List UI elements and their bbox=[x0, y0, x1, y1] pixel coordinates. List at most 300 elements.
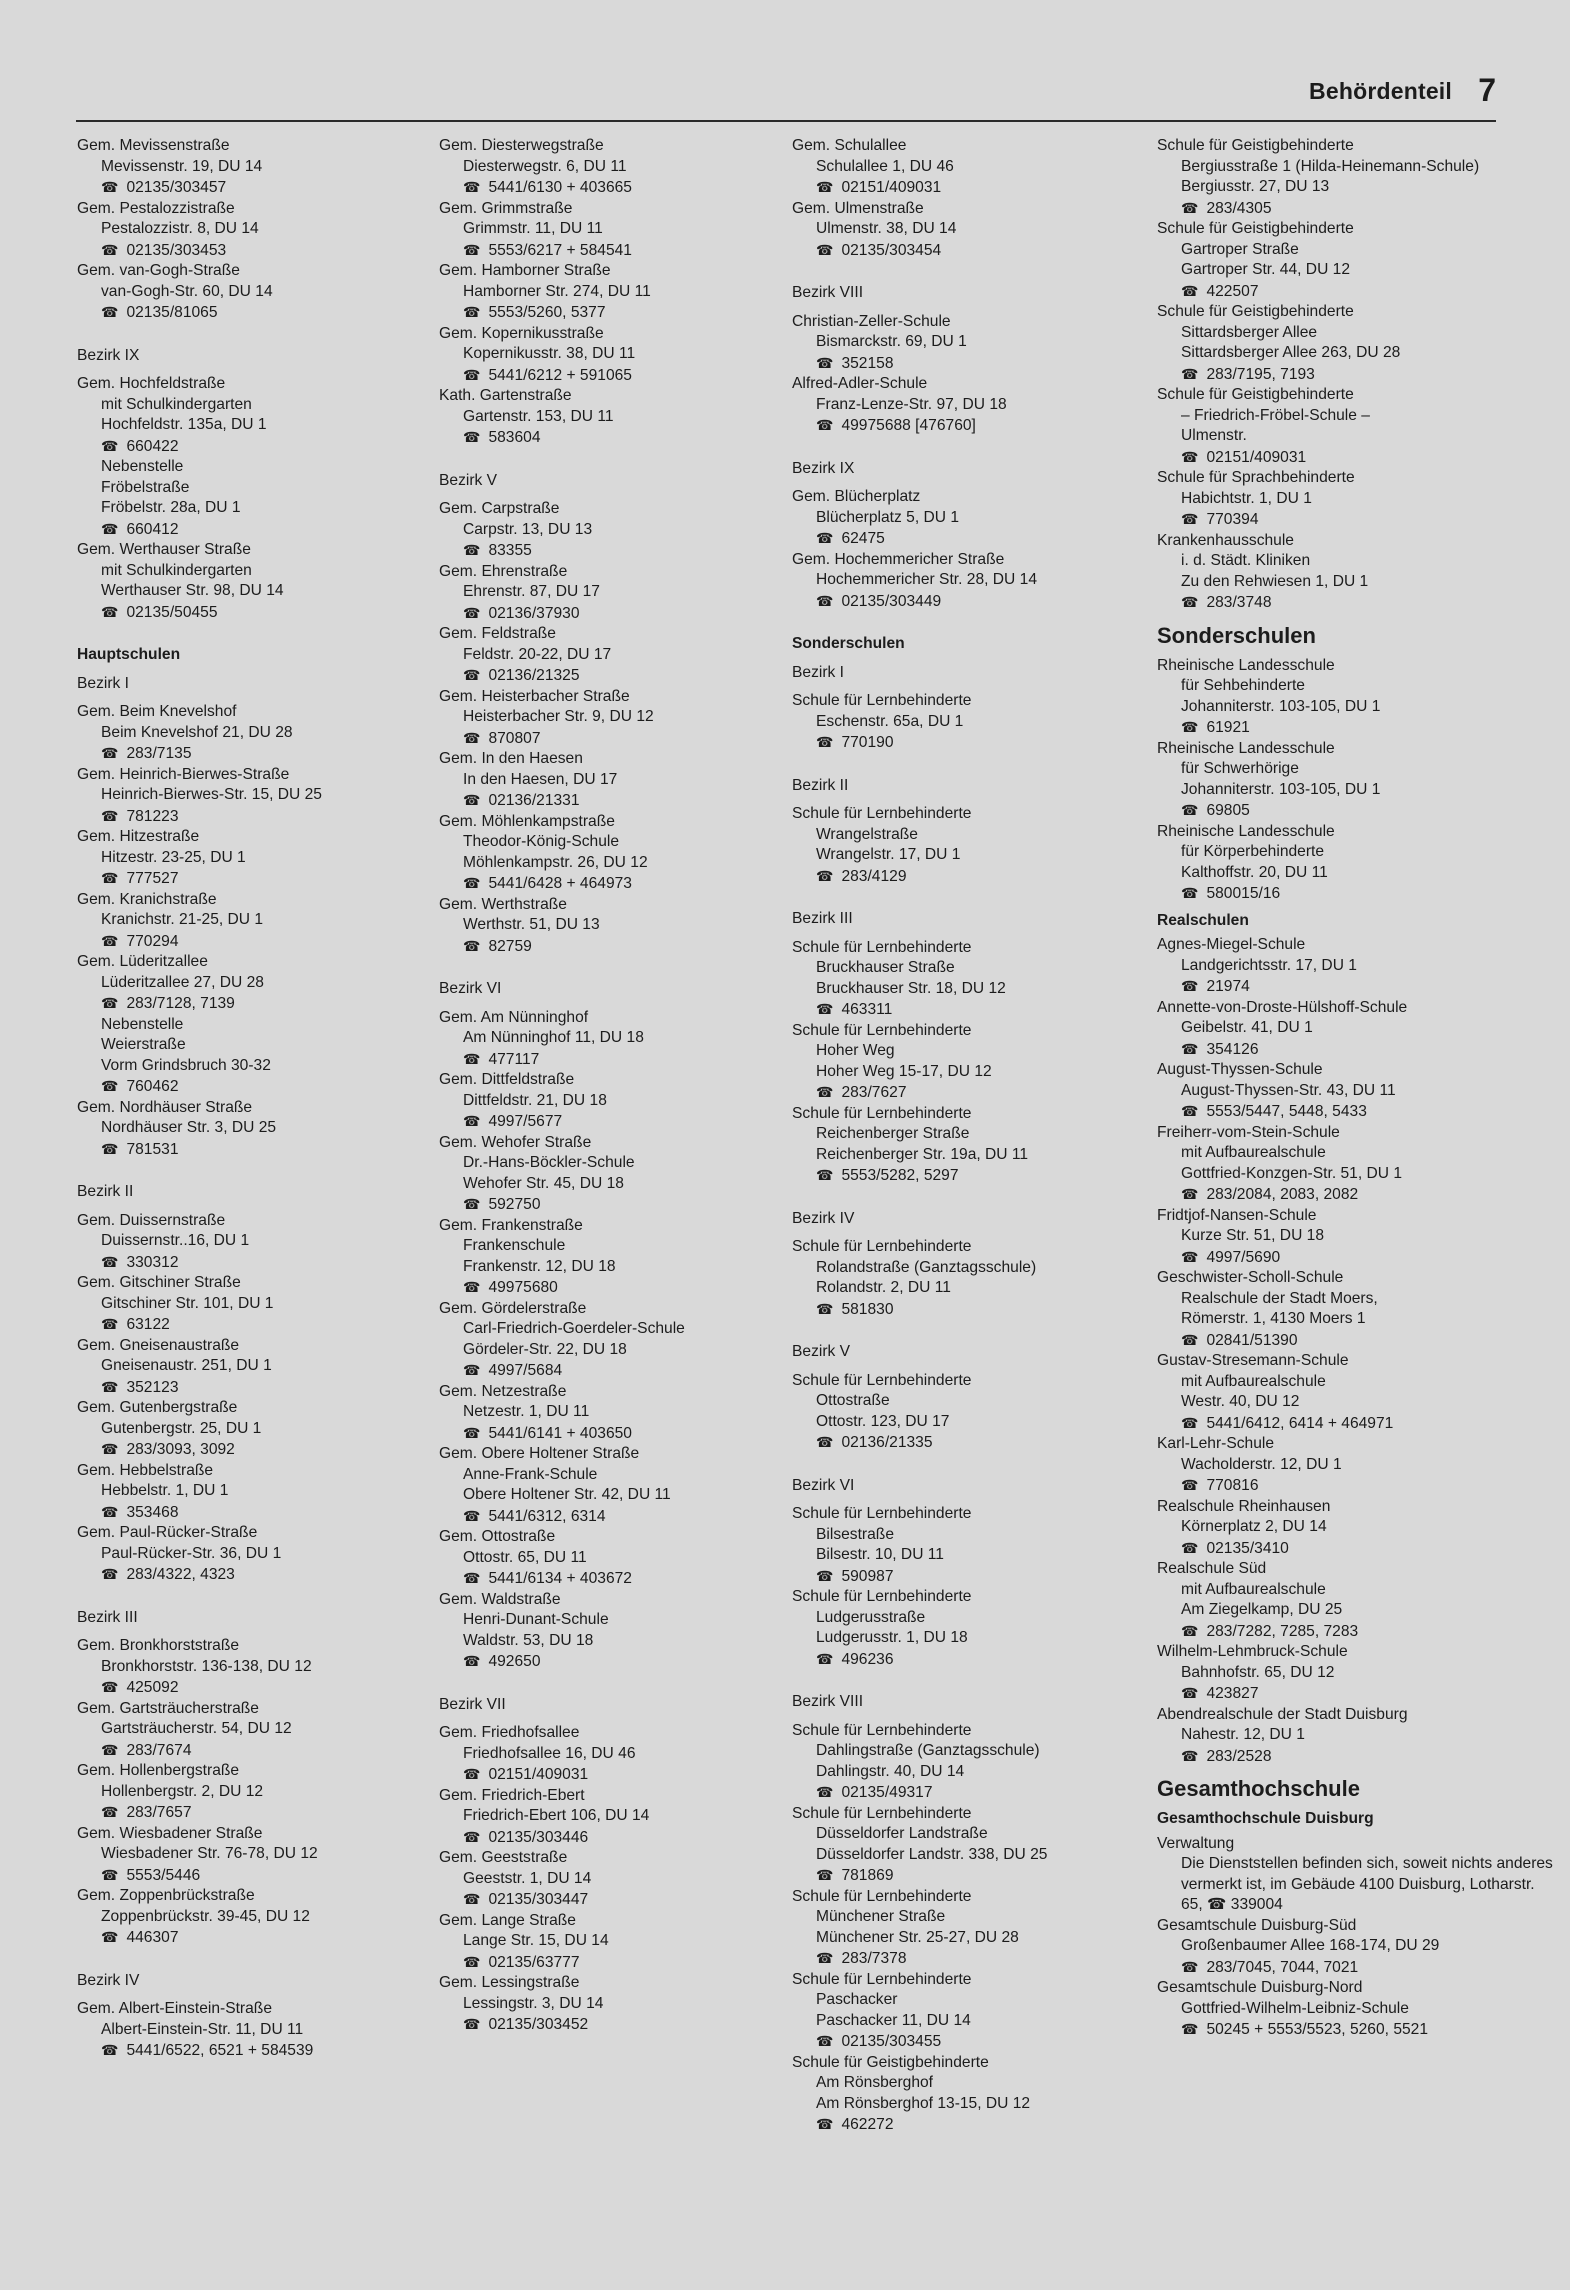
district-heading: Bezirk IV bbox=[792, 1209, 855, 1227]
entry-detail: Anne-Frank-Schule bbox=[463, 1465, 598, 1483]
entry-phone bbox=[77, 1927, 417, 1949]
directory-entry bbox=[1157, 822, 1557, 905]
entry-phone bbox=[792, 177, 1132, 199]
entry-name: Agnes-Miegel-Schule bbox=[1157, 936, 1306, 953]
telephone-icon: ☎ bbox=[1181, 1248, 1199, 1265]
phone-number: 82759 bbox=[488, 937, 532, 955]
entry-detail: Dittfeldstr. 21, DU 18 bbox=[463, 1091, 607, 1109]
telephone-icon: ☎ bbox=[1181, 1040, 1199, 1057]
entry-detail: Am Rönsberghof bbox=[816, 2074, 934, 2091]
directory-entry bbox=[77, 765, 417, 828]
telephone-icon: ☎ bbox=[463, 1828, 481, 1845]
phone-number: 422507 bbox=[1206, 282, 1259, 300]
directory-entry bbox=[77, 1761, 417, 1824]
entry-name: Gem. Lüderitzallee bbox=[77, 953, 208, 970]
entry-detail: Lüderitzallee 27, DU 28 bbox=[101, 973, 264, 991]
directory-entry bbox=[792, 374, 1132, 437]
entry-name: Schule für Lernbehinderte bbox=[792, 692, 972, 709]
entry-detail: Mevissenstr. 19, DU 14 bbox=[101, 157, 263, 175]
directory-entry bbox=[77, 374, 417, 457]
phone-number: 283/7282, 7285, 7283 bbox=[1206, 1622, 1359, 1640]
phone-number: 5441/6428 + 464973 bbox=[488, 875, 632, 892]
entry-detail: Eschenstr. 65a, DU 1 bbox=[816, 712, 964, 730]
directory-entry bbox=[439, 1973, 779, 2036]
entry-phone bbox=[77, 1377, 417, 1399]
phone-number: 660412 bbox=[126, 520, 179, 538]
phone-number: 283/7657 bbox=[126, 1804, 192, 1821]
entry-detail: Frankenschule bbox=[463, 1237, 566, 1254]
phone-number: 330312 bbox=[126, 1253, 179, 1271]
telephone-icon: ☎ bbox=[816, 1784, 834, 1800]
entry-detail: August-Thyssen-Str. 43, DU 11 bbox=[1181, 1081, 1396, 1099]
entry-name: Gem. Gutenbergstraße bbox=[77, 1399, 238, 1416]
entry-phone bbox=[792, 2031, 1132, 2053]
telephone-icon: ☎ bbox=[1181, 1477, 1199, 1493]
directory-entry bbox=[77, 890, 417, 953]
telephone-icon: ☎ bbox=[101, 304, 119, 320]
entry-name: Schule für Lernbehinderte bbox=[792, 938, 972, 956]
telephone-icon: ☎ bbox=[101, 1503, 119, 1520]
entry-name: Gem. Ottostraße bbox=[439, 1528, 556, 1545]
entry-detail: In den Haesen, DU 17 bbox=[463, 770, 618, 788]
directory-entry bbox=[77, 136, 417, 199]
entry-phone bbox=[1157, 198, 1557, 220]
entry-detail: Fröbelstr. 28a, DU 1 bbox=[101, 499, 241, 516]
telephone-icon: ☎ bbox=[101, 603, 119, 620]
phone-number: 02135/303447 bbox=[488, 1891, 589, 1908]
entry-detail: Friedrich-Ebert 106, DU 14 bbox=[463, 1807, 650, 1824]
entry-name: Gesamtschule Duisburg-Süd bbox=[1157, 1916, 1357, 1934]
phone-number: 283/2084, 2083, 2082 bbox=[1206, 1186, 1359, 1203]
section-heading-large: Sonderschulen bbox=[1157, 622, 1316, 648]
entry-name: Gem. Kranichstraße bbox=[77, 890, 217, 908]
telephone-icon: ☎ bbox=[1181, 448, 1199, 465]
entry-name: Schule für Lernbehinderte bbox=[792, 1804, 972, 1822]
entry-name: Gem. Hochemmericher Straße bbox=[792, 550, 1005, 568]
phone-number: 581830 bbox=[841, 1300, 894, 1318]
entry-name: Gem. Heisterbacher Straße bbox=[439, 687, 630, 705]
entry-detail: Gartsträucherstr. 54, DU 12 bbox=[101, 1720, 292, 1737]
entry-phone bbox=[439, 603, 779, 625]
entry-phone bbox=[792, 353, 1132, 375]
entry-detail: Habichtstr. 1, DU 1 bbox=[1181, 489, 1312, 507]
entry-phone bbox=[77, 240, 417, 262]
directory-entry bbox=[77, 1523, 417, 1586]
telephone-icon: ☎ bbox=[1181, 365, 1199, 382]
phone-number: 580015/16 bbox=[1206, 885, 1281, 902]
phone-number: 4997/5690 bbox=[1206, 1248, 1281, 1266]
phone-number: 49975680 bbox=[488, 1279, 558, 1296]
entry-detail: Paul-Rücker-Str. 36, DU 1 bbox=[101, 1544, 282, 1562]
entry-detail: Feldstr. 20-22, DU 17 bbox=[463, 645, 612, 663]
entry-detail: Albert-Einstein-Str. 11, DU 11 bbox=[101, 2020, 304, 2038]
telephone-icon: ☎ bbox=[463, 304, 481, 320]
entry-name: Karl-Lehr-Schule bbox=[1157, 1435, 1275, 1452]
phone-number: 283/2528 bbox=[1206, 1747, 1272, 1765]
telephone-icon: ☎ bbox=[1181, 719, 1199, 735]
entry-phone bbox=[77, 1677, 417, 1699]
phone-number: 283/7195, 7193 bbox=[1206, 365, 1315, 383]
phone-number: 760462 bbox=[126, 1078, 179, 1095]
district-heading: Bezirk VI bbox=[439, 980, 502, 997]
entry-detail: Schulallee 1, DU 46 bbox=[816, 157, 954, 175]
entry-phone bbox=[792, 1782, 1132, 1804]
directory-entry bbox=[439, 1299, 779, 1382]
phone-number: 462272 bbox=[841, 2116, 894, 2133]
entry-phone bbox=[439, 1049, 779, 1071]
phone-number: 446307 bbox=[126, 1929, 179, 1946]
entry-detail: Diesterwegstr. 6, DU 11 bbox=[463, 157, 627, 175]
entry-phone bbox=[439, 1764, 779, 1786]
entry-name: Gem. Gneisenaustraße bbox=[77, 1336, 240, 1354]
entry-detail: Friedhofsallee 16, DU 46 bbox=[463, 1744, 636, 1762]
entry-name: Gem. van-Gogh-Straße bbox=[77, 262, 240, 279]
telephone-icon: ☎ bbox=[1181, 1685, 1199, 1701]
phone-number: 5441/6312, 6314 bbox=[488, 1507, 606, 1525]
telephone-icon: ☎ bbox=[463, 1362, 481, 1378]
entry-detail: Rolandstraße (Ganztagsschule) bbox=[816, 1258, 1037, 1276]
entry-phone bbox=[1157, 592, 1557, 614]
phone-number: 02135/50455 bbox=[126, 603, 218, 621]
entry-detail: Obere Holtener Str. 42, DU 11 bbox=[463, 1486, 671, 1503]
directory-entry bbox=[439, 812, 779, 895]
entry-phone bbox=[792, 1865, 1132, 1887]
telephone-icon: ☎ bbox=[101, 995, 119, 1011]
telephone-icon: ☎ bbox=[1181, 1958, 1199, 1975]
entry-name: Schule für Lernbehinderte bbox=[792, 1104, 972, 1122]
entry-name: Gem. Carpstraße bbox=[439, 500, 560, 517]
directory-entry bbox=[439, 1786, 779, 1849]
entry-detail: Sittardsberger Allee 263, DU 28 bbox=[1181, 344, 1401, 361]
phone-number: 02135/303457 bbox=[126, 179, 227, 196]
directory-entry bbox=[77, 1015, 417, 1098]
entry-detail: Hochfeldstr. 135a, DU 1 bbox=[101, 416, 267, 433]
directory-entry bbox=[1157, 1123, 1557, 1206]
directory-entry bbox=[792, 691, 1132, 754]
entry-phone bbox=[77, 1252, 417, 1274]
phone-number: 5441/6130 + 403665 bbox=[488, 179, 632, 196]
entry-phone bbox=[792, 1566, 1132, 1588]
entry-name: Gem. Hitzestraße bbox=[77, 828, 200, 845]
directory-entry bbox=[439, 1444, 779, 1527]
directory-entry bbox=[439, 1590, 779, 1673]
entry-detail: Körnerplatz 2, DU 14 bbox=[1181, 1518, 1327, 1535]
entry-name: Gem. Gitschiner Straße bbox=[77, 1274, 241, 1291]
directory-entry bbox=[792, 487, 1132, 550]
phone-number: 02135/303449 bbox=[841, 592, 942, 610]
entry-detail: für Schwerhörige bbox=[1181, 760, 1299, 777]
telephone-icon: ☎ bbox=[463, 937, 481, 954]
phone-number: 02135/81065 bbox=[126, 304, 218, 321]
entry-phone bbox=[439, 540, 779, 562]
directory-entry bbox=[792, 804, 1132, 887]
phone-number: 5553/5447, 5448, 5433 bbox=[1206, 1103, 1367, 1120]
entry-detail: i. d. Städt. Kliniken bbox=[1181, 552, 1311, 569]
entry-detail: Wrangelstr. 17, DU 1 bbox=[816, 846, 961, 863]
phone-number: 02135/63777 bbox=[488, 1953, 580, 1971]
phone-number: 770294 bbox=[126, 932, 179, 950]
telephone-icon: ☎ bbox=[816, 241, 834, 258]
entry-phone bbox=[1157, 1746, 1557, 1768]
entry-detail: Ulmenstr. bbox=[1181, 427, 1247, 444]
entry-detail: Hitzestr. 23-25, DU 1 bbox=[101, 848, 246, 866]
entry-phone bbox=[439, 1506, 779, 1528]
directory-entry bbox=[77, 952, 417, 1015]
telephone-icon: ☎ bbox=[463, 179, 481, 195]
telephone-icon: ☎ bbox=[101, 520, 119, 537]
entry-detail: Paschacker 11, DU 14 bbox=[816, 2011, 971, 2029]
directory-entry bbox=[792, 2053, 1132, 2136]
entry-detail: Kurze Str. 51, DU 18 bbox=[1181, 1227, 1325, 1244]
phone-number: 492650 bbox=[488, 1653, 541, 1670]
directory-entry bbox=[792, 1804, 1132, 1887]
entry-phone bbox=[77, 1740, 417, 1762]
telephone-icon: ☎ bbox=[816, 417, 834, 433]
directory-entry bbox=[1157, 1834, 1557, 1916]
entry-detail: Pestalozzistr. 8, DU 14 bbox=[101, 220, 259, 237]
telephone-icon: ☎ bbox=[1181, 1747, 1199, 1764]
phone-number: 63122 bbox=[126, 1316, 170, 1333]
directory-entry bbox=[77, 827, 417, 890]
entry-phone bbox=[1157, 883, 1557, 905]
directory-entry bbox=[1157, 1206, 1557, 1269]
entry-detail: Hoher Weg bbox=[816, 1042, 895, 1059]
telephone-icon: ☎ bbox=[1181, 802, 1199, 818]
directory-entry bbox=[439, 1911, 779, 1974]
telephone-icon: ☎ bbox=[816, 179, 834, 195]
entry-name: Nebenstelle bbox=[101, 458, 184, 475]
entry-detail: Gartroper Straße bbox=[1181, 240, 1299, 258]
entry-phone bbox=[792, 2114, 1132, 2136]
directory-entry bbox=[77, 261, 417, 324]
directory-entry bbox=[1157, 219, 1557, 302]
entry-phone bbox=[1157, 1475, 1557, 1497]
directory-entry bbox=[439, 749, 779, 812]
entry-detail: Am Nünninghof 11, DU 18 bbox=[463, 1029, 644, 1046]
directory-entry bbox=[439, 324, 779, 387]
directory-entry bbox=[792, 199, 1132, 262]
entry-detail: Bilsestr. 10, DU 11 bbox=[816, 1546, 944, 1563]
phone-number: 5553/5446 bbox=[126, 1866, 201, 1884]
telephone-icon: ☎ bbox=[101, 1441, 119, 1457]
entry-phone bbox=[439, 1827, 779, 1849]
entry-phone bbox=[439, 873, 779, 895]
entry-detail: Werthstr. 51, DU 13 bbox=[463, 916, 600, 933]
entry-phone bbox=[792, 1082, 1132, 1104]
telephone-icon: ☎ bbox=[463, 1507, 481, 1524]
entry-name: Gem. Diesterwegstraße bbox=[439, 137, 604, 154]
entry-phone bbox=[439, 936, 779, 958]
phone-number: 02135/303453 bbox=[126, 241, 227, 259]
entry-name: Christian-Zeller-Schule bbox=[792, 312, 951, 330]
entry-phone bbox=[1157, 509, 1557, 531]
entry-name: Schule für Lernbehinderte bbox=[792, 1721, 972, 1739]
entry-detail: Ludgerusstraße bbox=[816, 1608, 926, 1626]
directory-entry bbox=[439, 199, 779, 262]
directory-entry bbox=[792, 938, 1132, 1021]
phone-number: 354126 bbox=[1206, 1040, 1259, 1058]
entry-phone bbox=[439, 1111, 779, 1133]
directory-entry bbox=[1157, 302, 1557, 385]
section-heading-large: Gesamthochschule bbox=[1157, 1776, 1360, 1801]
phone-number: 353468 bbox=[126, 1503, 179, 1521]
entry-detail: Frankenstr. 12, DU 18 bbox=[463, 1257, 616, 1275]
entry-phone bbox=[439, 1194, 779, 1216]
entry-phone bbox=[1157, 447, 1557, 469]
phone-number: 02151/409031 bbox=[841, 179, 942, 196]
telephone-icon: ☎ bbox=[101, 241, 119, 258]
telephone-icon: ☎ bbox=[1181, 885, 1199, 901]
entry-detail: Hamborner Str. 274, DU 11 bbox=[463, 282, 651, 300]
directory-entry bbox=[792, 1021, 1132, 1104]
directory-entry bbox=[1157, 1978, 1557, 2041]
telephone-icon: ☎ bbox=[816, 2033, 834, 2049]
phone-number: 425092 bbox=[126, 1679, 179, 1696]
entry-detail: mit Aufbaurealschule bbox=[1181, 1580, 1326, 1598]
telephone-icon: ☎ bbox=[101, 1078, 119, 1094]
district-heading: Bezirk VII bbox=[439, 1695, 506, 1713]
telephone-icon: ☎ bbox=[463, 1891, 481, 1907]
entry-detail: Zoppenbrückstr. 39-45, DU 12 bbox=[101, 1907, 310, 1925]
entry-name: Gem. Lange Straße bbox=[439, 1911, 576, 1929]
entry-detail: Hollenbergstr. 2, DU 12 bbox=[101, 1782, 264, 1800]
entry-name: Gem. Friedrich-Ebert bbox=[439, 1786, 585, 1804]
entry-detail: Bilsestraße bbox=[816, 1525, 894, 1543]
entry-phone bbox=[77, 743, 417, 765]
phone-number: 83355 bbox=[488, 542, 532, 559]
telephone-icon: ☎ bbox=[1181, 594, 1199, 610]
entry-detail: Sittardsberger Allee bbox=[1181, 323, 1318, 341]
phone-number: 423827 bbox=[1206, 1685, 1259, 1702]
entry-phone bbox=[792, 1299, 1132, 1321]
telephone-icon: ☎ bbox=[463, 1050, 481, 1067]
telephone-icon: ☎ bbox=[816, 530, 834, 546]
entry-detail: für Sehbehinderte bbox=[1181, 677, 1305, 694]
telephone-icon: ☎ bbox=[101, 932, 119, 949]
phone-number: 352123 bbox=[126, 1378, 179, 1396]
directory-entry bbox=[1157, 656, 1557, 739]
entry-phone bbox=[1157, 1413, 1557, 1435]
phone-number: 5553/6217 + 584541 bbox=[488, 241, 632, 259]
phone-number: 660422 bbox=[126, 437, 179, 455]
entry-name: Abendrealschule der Stadt Duisburg bbox=[1157, 1705, 1408, 1723]
phone-number: 283/3093, 3092 bbox=[126, 1441, 235, 1458]
entry-phone bbox=[77, 993, 417, 1015]
phone-number: 5553/5260, 5377 bbox=[488, 304, 606, 321]
entry-phone bbox=[439, 1423, 779, 1445]
entry-name: Freiherr-vom-Stein-Schule bbox=[1157, 1123, 1340, 1141]
telephone-icon: ☎ bbox=[816, 867, 834, 884]
entry-phone bbox=[792, 732, 1132, 754]
telephone-icon: ☎ bbox=[1181, 1539, 1199, 1556]
entry-name: Gesamtschule Duisburg-Nord bbox=[1157, 1979, 1363, 1996]
entry-name: Gem. Ulmenstraße bbox=[792, 199, 924, 217]
district-heading: Bezirk V bbox=[792, 1343, 851, 1360]
page-header bbox=[76, 74, 1496, 122]
district-heading: Bezirk I bbox=[77, 674, 129, 692]
entry-name: Annette-von-Droste-Hülshoff-Schule bbox=[1157, 998, 1408, 1016]
telephone-icon: ☎ bbox=[816, 734, 834, 750]
entry-name: Gem. Dittfeldstraße bbox=[439, 1071, 575, 1088]
entry-phone bbox=[1157, 1039, 1557, 1061]
entry-phone bbox=[77, 436, 417, 458]
entry-phone bbox=[439, 365, 779, 387]
directory-entry bbox=[77, 1999, 417, 2062]
entry-detail: Düsseldorfer Landstraße bbox=[816, 1825, 988, 1842]
directory-entry bbox=[439, 1070, 779, 1133]
directory-entry bbox=[1157, 998, 1557, 1061]
entry-detail: Beim Knevelshof 21, DU 28 bbox=[101, 723, 293, 741]
entry-name: Schule für Lernbehinderte bbox=[792, 1021, 972, 1039]
phone-number: 02135/303446 bbox=[488, 1828, 589, 1846]
phone-number: 02135/303454 bbox=[841, 241, 942, 259]
directory-entry bbox=[77, 540, 417, 623]
entry-detail: Am Ziegelkamp, DU 25 bbox=[1181, 1601, 1343, 1618]
telephone-icon: ☎ bbox=[101, 1679, 119, 1695]
entry-name: Krankenhausschule bbox=[1157, 531, 1294, 549]
entry-phone bbox=[77, 1502, 417, 1524]
telephone-icon: ☎ bbox=[1181, 1414, 1199, 1431]
entry-detail: Duissernstr..16, DU 1 bbox=[101, 1232, 250, 1249]
entry-phone bbox=[77, 177, 417, 199]
entry-detail: Münchener Str. 25-27, DU 28 bbox=[816, 1928, 1019, 1946]
phone-number: 870807 bbox=[488, 729, 541, 747]
directory-entry bbox=[792, 1970, 1132, 2053]
entry-name: Gem. Am Nünninghof bbox=[439, 1008, 589, 1026]
entry-detail: Am Rönsberghof 13-15, DU 12 bbox=[816, 2094, 1031, 2112]
entry-phone bbox=[439, 1360, 779, 1382]
entry-detail: Gartroper Str. 44, DU 12 bbox=[1181, 261, 1351, 278]
entry-detail: Gottfried-Konzgen-Str. 51, DU 1 bbox=[1181, 1164, 1403, 1182]
telephone-icon: ☎ bbox=[101, 1253, 119, 1270]
directory-entry bbox=[1157, 1434, 1557, 1497]
telephone-icon: ☎ bbox=[101, 1929, 119, 1945]
phone-number: 02136/21335 bbox=[841, 1434, 933, 1451]
entry-name: Schule für Geistigbehinderte bbox=[1157, 303, 1354, 320]
entry-detail: Dr.-Hans-Böckler-Schule bbox=[463, 1154, 635, 1171]
entry-detail: Bismarckstr. 69, DU 1 bbox=[816, 333, 967, 350]
entry-phone bbox=[77, 1802, 417, 1824]
entry-detail: Gördeler-Str. 22, DU 18 bbox=[463, 1340, 627, 1358]
page-header-title: Behördenteil bbox=[1309, 78, 1452, 104]
directory-entry bbox=[1157, 1268, 1557, 1351]
telephone-icon: ☎ bbox=[101, 179, 119, 195]
phone-number: 283/4305 bbox=[1206, 199, 1272, 217]
entry-detail: Dahlingstr. 40, DU 14 bbox=[816, 1762, 965, 1780]
entry-name: Gem. Gördelerstraße bbox=[439, 1299, 587, 1317]
telephone-icon: ☎ bbox=[463, 1766, 481, 1782]
telephone-icon: ☎ bbox=[101, 745, 119, 761]
entry-name: Gem. Waldstraße bbox=[439, 1590, 561, 1608]
entry-detail: – Friedrich-Fröbel-Schule – bbox=[1181, 406, 1370, 424]
directory-entry bbox=[439, 624, 779, 687]
entry-name: Gem. Gartsträucherstraße bbox=[77, 1699, 259, 1717]
entry-detail: Rolandstr. 2, DU 11 bbox=[816, 1279, 951, 1296]
entry-detail: mit Aufbaurealschule bbox=[1181, 1144, 1326, 1161]
entry-name: Schule für Geistigbehinderte bbox=[1157, 386, 1354, 403]
directory-entry bbox=[439, 1723, 779, 1786]
directory-entry bbox=[792, 136, 1132, 199]
entry-phone bbox=[439, 302, 779, 324]
telephone-icon: ☎ bbox=[816, 1300, 834, 1317]
directory-entry bbox=[792, 550, 1132, 613]
entry-name: Wilhelm-Lehmbruck-Schule bbox=[1157, 1643, 1348, 1660]
entry-name: Gem. Schulallee bbox=[792, 137, 907, 154]
entry-detail: Gutenbergstr. 25, DU 1 bbox=[101, 1419, 262, 1437]
phone-number: 4997/5677 bbox=[488, 1113, 563, 1130]
entry-detail: Heisterbacher Str. 9, DU 12 bbox=[463, 708, 654, 725]
phone-number: 283/4129 bbox=[841, 867, 907, 885]
